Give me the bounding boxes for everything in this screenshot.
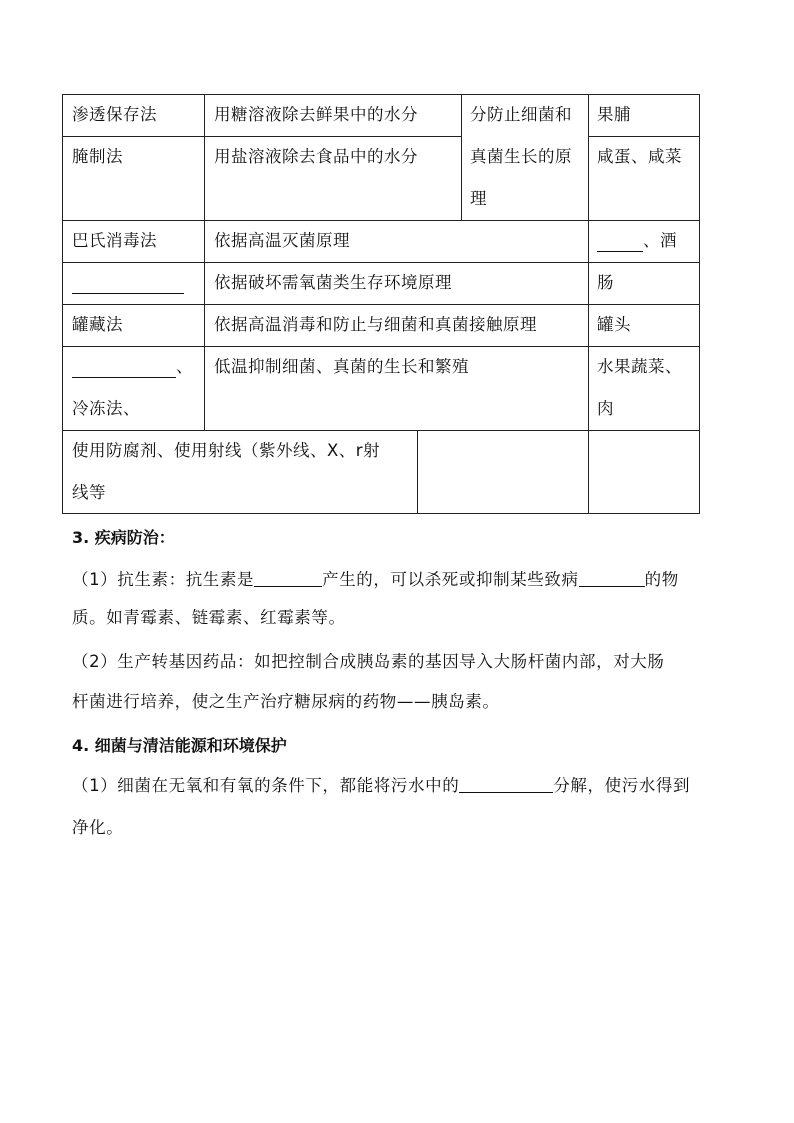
table-cell-method: 冷冻法、 [72,399,140,418]
table-cell-example: 肉 [597,399,614,418]
paragraph-line: 质。如青霉素、链霉素、红霉素等。 [72,608,346,627]
table-cell-method: 罐藏法 [72,315,123,334]
section-heading: 4. 细菌与清洁能源和环境保护 [72,736,287,755]
paragraph-line [72,568,679,592]
text-run: （1）细菌在无氧和有氧的条件下，都能将污水中的 [72,776,460,795]
fill-in-blank[interactable] [579,568,645,587]
table-cell-example: 咸蛋、咸菜 [597,147,682,166]
table-cell-method: 巴氏消毒法 [72,231,157,250]
table-cell-principle: 用糖溶液除去鲜果中的水分 [214,105,418,124]
table-border-right [699,94,700,514]
table-cell-principle: 低温抑制细菌、真菌的生长和繁殖 [214,357,469,376]
table-col-line [204,94,205,430]
text-run: 分解，使污水得到 [553,776,691,795]
table-cell-method: 使用防腐剂、使用射线（紫外线、X、r射 [72,441,381,460]
fill-in-blank[interactable] [597,227,643,252]
food-preservation-table [62,94,700,514]
paragraph-line [72,774,690,798]
table-cell-example: 果脯 [597,105,631,124]
table-cell-example: 水果蔬菜、 [597,357,682,376]
table-col-line [461,94,462,220]
section-heading: 3. 疾病防治： [72,528,175,547]
table-cell-purpose: 真菌生长的原 [470,147,572,166]
table-cell-principle: 依据高温灭菌原理 [214,231,350,250]
table-border-left [62,94,63,514]
example-suffix: 、酒 [643,231,677,250]
table-cell-example: 罐头 [597,315,631,334]
table-cell-example [597,220,677,262]
fill-in-blank[interactable] [72,353,176,378]
text-run: 产生的，可以杀死或抑制某些致病 [322,570,579,589]
table-cell-principle: 依据高温消毒和防止与细菌和真菌接触原理 [214,315,537,334]
table-cell-principle: 用盐溶液除去食品中的水分 [214,147,418,166]
table-col-line [417,430,418,514]
paragraph-line: （2）生产转基因药品：如把控制合成胰岛素的基因导入大肠杆菌内部，对大肠 [72,652,665,671]
table-border-bottom [62,513,700,514]
paragraph-line: 杆菌进行培养，使之生产治疗糖尿病的药物——胰岛素。 [72,692,500,711]
table-cell-method: 腌制法 [72,147,123,166]
fill-in-blank[interactable] [72,269,184,294]
text-run: 的物 [644,570,679,589]
table-cell-purpose: 分防止细菌和 [470,105,572,124]
method-suffix: 、 [176,357,193,376]
table-cell-method: 渗透保存法 [72,105,157,124]
table-cell-method [72,346,193,388]
table-cell-method [72,262,184,304]
table-col-line [588,94,589,514]
text-run: （1）抗生素：抗生素是 [72,570,255,589]
table-cell-example: 肠 [597,273,614,292]
fill-in-blank[interactable] [254,568,322,587]
paragraph-line: 净化。 [72,818,124,837]
fill-in-blank[interactable] [459,774,553,793]
table-cell-purpose: 理 [470,189,487,208]
table-cell-method: 线等 [72,483,106,502]
table-cell-principle: 依据破坏需氧菌类生存环境原理 [214,273,452,292]
